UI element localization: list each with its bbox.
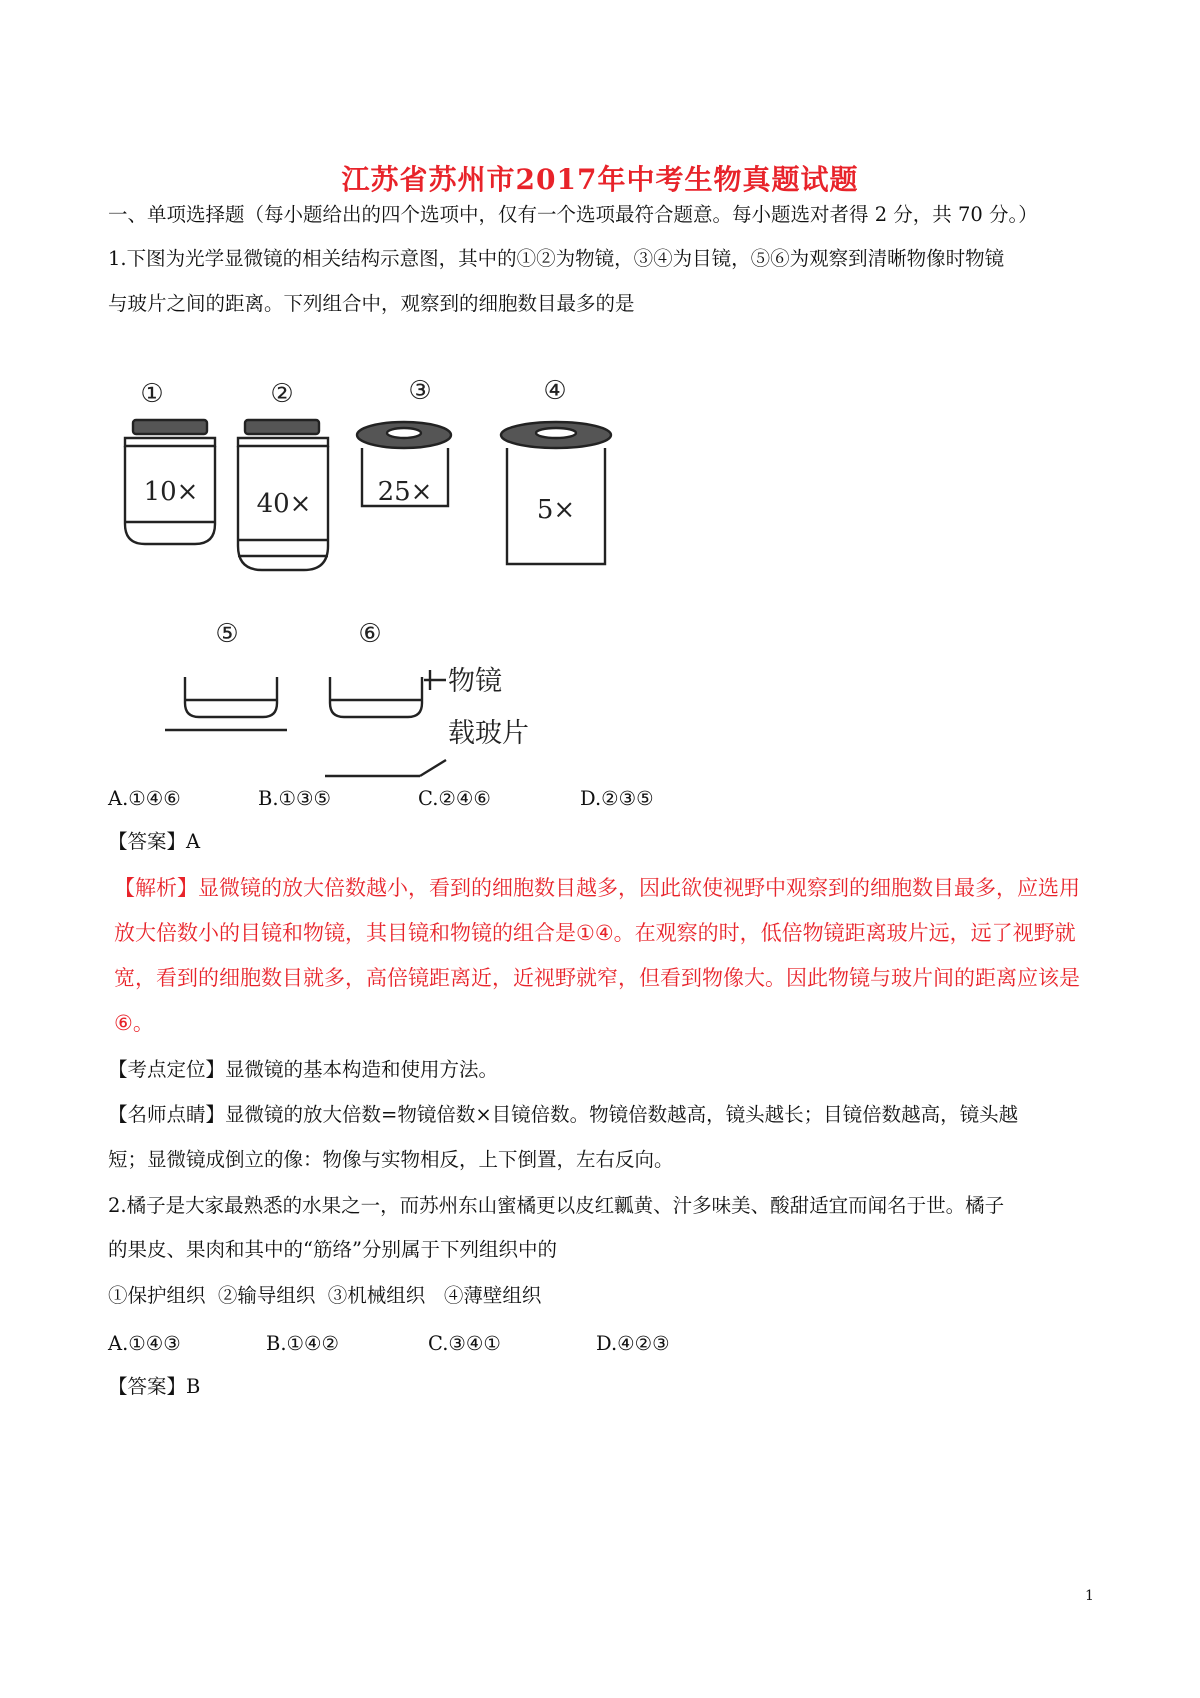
mag-3: 25× bbox=[377, 477, 433, 507]
q2-answer: 【答案】B bbox=[108, 1375, 201, 1398]
mag-2: 40× bbox=[256, 489, 312, 519]
slide-pointer bbox=[420, 760, 446, 776]
q1-mingshi-line1: 【名师点睛】显微镜的放大倍数=物镜倍数×目镜倍数。物镜倍数越高，镜头越长；目镜倍数越高，镜头越 bbox=[108, 1103, 1019, 1126]
eyepiece-3-hole bbox=[387, 428, 421, 438]
q2-option-d: D.④②③ bbox=[596, 1332, 670, 1355]
objective-2-cap bbox=[245, 420, 319, 434]
label-2: ② bbox=[270, 379, 294, 409]
q1-analysis-line1: 【解析】显微镜的放大倍数越小，看到的细胞数目越多，因此欲使视野中观察到的细胞数目最多，应选用 bbox=[114, 876, 1080, 900]
mag-1: 10× bbox=[143, 477, 199, 507]
label-5: ⑤ bbox=[215, 619, 239, 649]
q2-option-a: A.①④③ bbox=[108, 1332, 181, 1355]
q1-kaodian: 【考点定位】显微镜的基本构造和使用方法。 bbox=[108, 1058, 499, 1081]
q1-analysis-line4: ⑥。 bbox=[114, 1011, 154, 1035]
objective-1-cap bbox=[133, 420, 207, 434]
q1-analysis-line3: 宽，看到的细胞数目就多，高倍镜距离近，近视野就窄，但看到物像大。因此物镜与玻片间的距离应该是 bbox=[114, 966, 1080, 990]
objective-2-ring bbox=[238, 438, 328, 446]
label-1: ① bbox=[140, 379, 164, 409]
q2-stem-line1: 2.橘子是大家最熟悉的水果之一，而苏州东山蜜橘更以皮红瓤黄、汁多味美、酸甜适宜而闻名于世。橘子 bbox=[108, 1194, 1005, 1217]
section-heading: 一、单项选择题（每小题给出的四个选项中，仅有一个选项最符合题意。每小题选对者得 2 分，共 70 分。） bbox=[108, 203, 1038, 226]
q1-option-d: D.②③⑤ bbox=[580, 787, 654, 810]
q1-answer: 【答案】A bbox=[108, 830, 201, 853]
objective-5-lens bbox=[185, 677, 277, 717]
q2-option-b: B.①④② bbox=[266, 1332, 339, 1355]
q1-option-a: A.①④⑥ bbox=[108, 787, 181, 810]
objective-6-lens bbox=[330, 677, 422, 717]
q2-stem-line2: 的果皮、果肉和其中的“筋络”分别属于下列组织中的 bbox=[108, 1238, 557, 1261]
objective-1-ring bbox=[125, 438, 215, 446]
q1-stem-line1: 1.下图为光学显微镜的相关结构示意图，其中的①②为物镜，③④为目镜，⑤⑥为观察到清晰物像时物镜 bbox=[108, 247, 1005, 270]
mag-4: 5× bbox=[536, 495, 576, 525]
page-title: 江苏省苏州市2017年中考生物真题试题 bbox=[341, 163, 859, 196]
q1-option-b: B.①③⑤ bbox=[258, 787, 331, 810]
q1-stem-line2: 与玻片之间的距离。下列组合中，观察到的细胞数目最多的是 bbox=[108, 292, 635, 315]
eyepiece-4-hole bbox=[536, 428, 576, 438]
label-6: ⑥ bbox=[358, 619, 382, 649]
q2-option-c: C.③④① bbox=[428, 1332, 501, 1355]
objective-label: 物镜 bbox=[448, 666, 502, 697]
slide-label: 载玻片 bbox=[448, 718, 529, 749]
page-number: 1 bbox=[1085, 1588, 1094, 1604]
label-3: ③ bbox=[408, 376, 432, 406]
q1-analysis-line2: 放大倍数小的目镜和物镜，其目镜和物镜的组合是①④。在观察的时，低倍物镜距离玻片远，远了视野就 bbox=[114, 921, 1076, 945]
q1-mingshi-line2: 短；显微镜成倒立的像：物像与实物相反，上下倒置，左右反向。 bbox=[108, 1148, 674, 1171]
q2-choices: ①保护组织 ②输导组织 ③机械组织 ④薄壁组织 bbox=[108, 1284, 542, 1307]
q1-option-c: C.②④⑥ bbox=[418, 787, 491, 810]
label-4: ④ bbox=[543, 376, 567, 406]
